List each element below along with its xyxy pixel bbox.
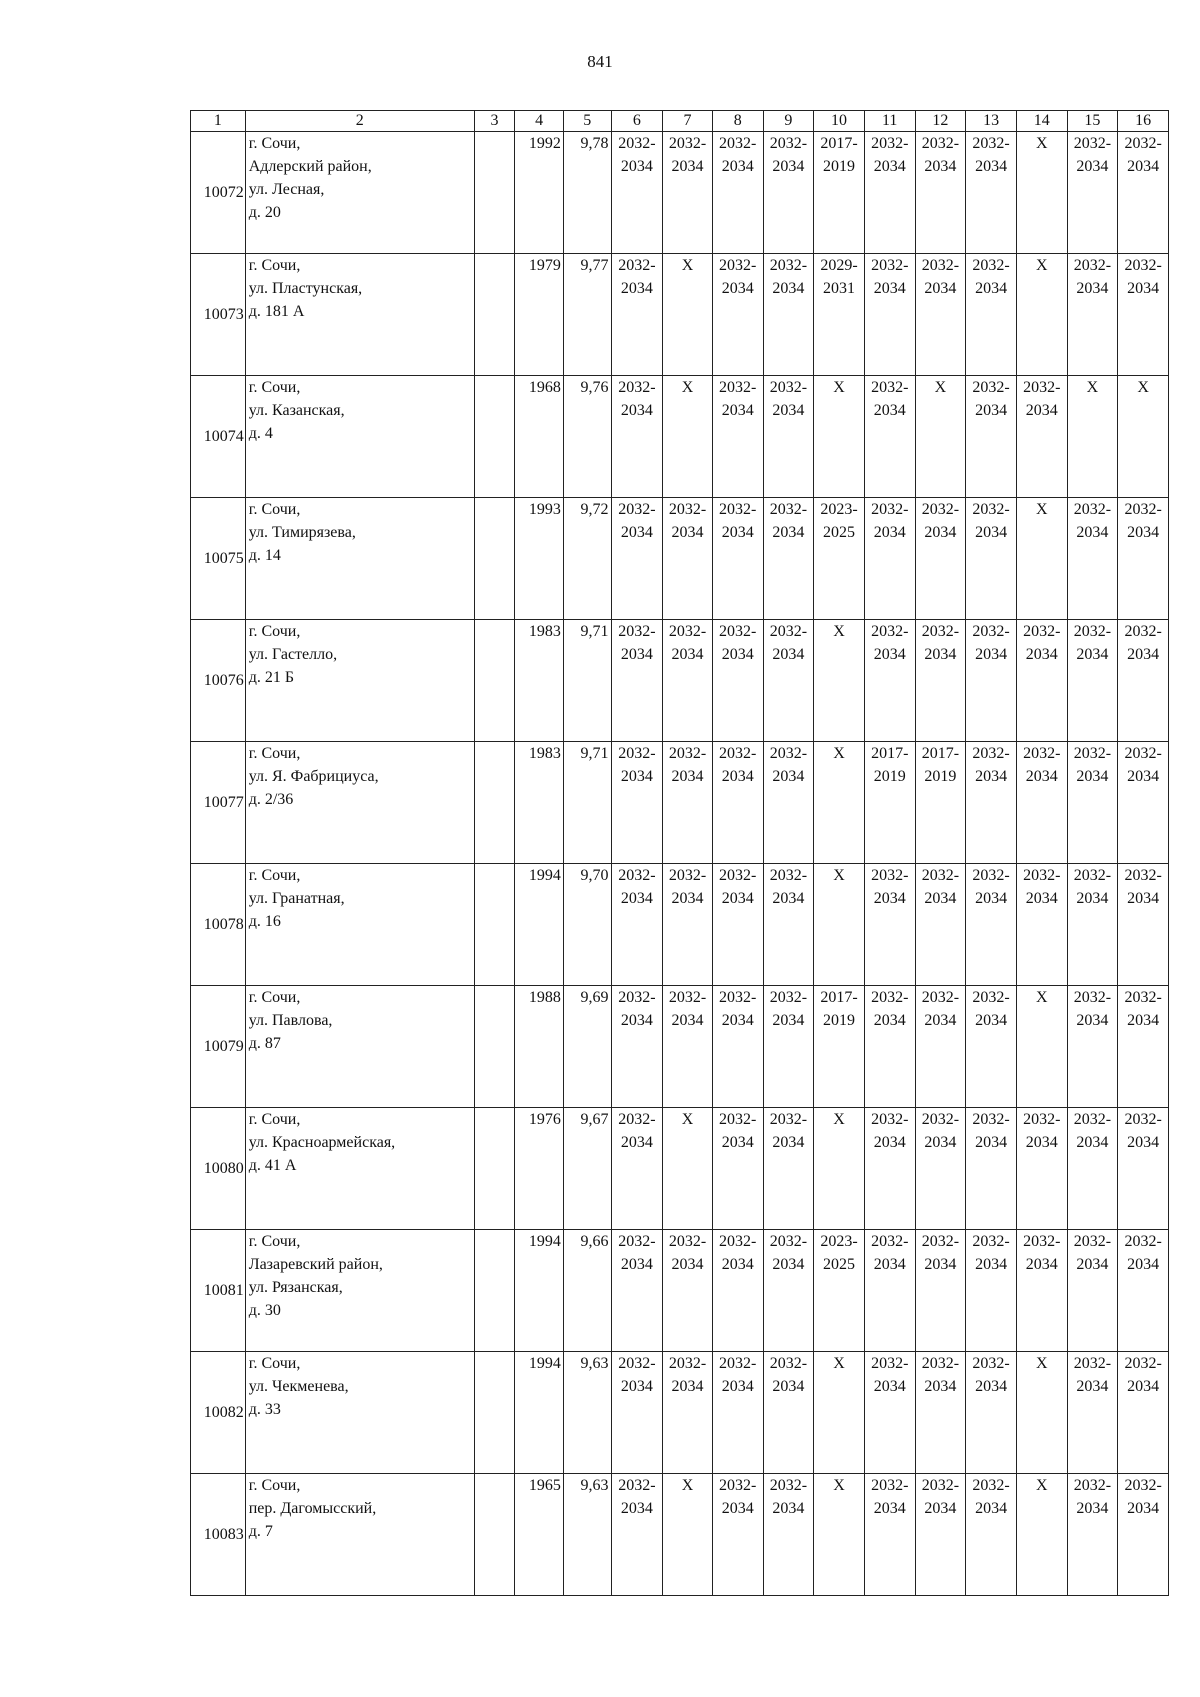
period-cell: 2032- 2034 xyxy=(1067,620,1118,742)
table-row xyxy=(191,498,1169,620)
address-line: ул. Гастелло, xyxy=(248,646,338,663)
row-id: 10079 xyxy=(191,986,246,1108)
index-cell: 9,71 xyxy=(563,742,611,864)
address-line: Адлерский район, xyxy=(248,158,372,175)
column-header: 16 xyxy=(1118,111,1169,132)
address-line: д. 20 xyxy=(248,204,281,221)
table-row xyxy=(191,864,1169,986)
period-cell: Х xyxy=(1067,376,1118,498)
period-cell: 2032- 2034 xyxy=(611,498,663,620)
period-cell: 2032- 2034 xyxy=(712,1108,763,1230)
column-header: 10 xyxy=(814,111,865,132)
period-cell: 2032- 2034 xyxy=(1067,864,1118,986)
year-cell: 1968 xyxy=(515,376,564,498)
address-cell xyxy=(245,1108,474,1230)
period-cell: 2032- 2034 xyxy=(663,498,713,620)
period-cell: 2032- 2034 xyxy=(864,1108,915,1230)
period-cell: 2032- 2034 xyxy=(864,620,915,742)
period-cell: Х xyxy=(1016,1474,1067,1596)
period-cell: 2032- 2034 xyxy=(1016,376,1067,498)
address-line: г. Сочи, xyxy=(248,1111,301,1128)
column-header: 5 xyxy=(563,111,611,132)
period-cell: 2032- 2034 xyxy=(966,1352,1017,1474)
period-cell: Х xyxy=(915,376,966,498)
period-cell: Х xyxy=(1118,376,1169,498)
period-cell: 2032- 2034 xyxy=(663,986,713,1108)
index-cell: 9,63 xyxy=(563,1474,611,1596)
period-cell: 2032- 2034 xyxy=(663,1352,713,1474)
period-cell: 2032- 2034 xyxy=(1067,132,1118,254)
address-line: ул. Я. Фабрициуса, xyxy=(248,768,379,785)
period-cell: 2032- 2034 xyxy=(966,620,1017,742)
period-cell: 2032- 2034 xyxy=(915,620,966,742)
year-cell: 1965 xyxy=(515,1474,564,1596)
period-cell: Х xyxy=(814,1108,865,1230)
period-cell: 2032- 2034 xyxy=(611,1474,663,1596)
table-row xyxy=(191,1108,1169,1230)
period-cell: 2032- 2034 xyxy=(966,1108,1017,1230)
period-cell: 2032- 2034 xyxy=(663,864,713,986)
period-cell: 2032- 2034 xyxy=(1016,620,1067,742)
address-line: г. Сочи, xyxy=(248,1355,301,1372)
period-cell: 2032- 2034 xyxy=(712,376,763,498)
row-id: 10083 xyxy=(191,1474,246,1596)
period-cell: 2032- 2034 xyxy=(966,986,1017,1108)
period-cell: 2032- 2034 xyxy=(712,498,763,620)
period-cell: 2032- 2034 xyxy=(611,132,663,254)
period-cell: 2032- 2034 xyxy=(712,132,763,254)
period-cell: 2032- 2034 xyxy=(864,132,915,254)
address-line: ул. Павлова, xyxy=(248,1012,333,1029)
column-header: 13 xyxy=(966,111,1017,132)
address-line: г. Сочи, xyxy=(248,1477,301,1494)
empty-cell xyxy=(474,498,515,620)
row-id: 10082 xyxy=(191,1352,246,1474)
period-cell: 2032- 2034 xyxy=(611,1230,663,1352)
period-cell: 2023- 2025 xyxy=(814,498,865,620)
period-cell: 2032- 2034 xyxy=(611,376,663,498)
period-cell: 2032- 2034 xyxy=(712,620,763,742)
empty-cell xyxy=(474,864,515,986)
period-cell: Х xyxy=(1016,254,1067,376)
address-line: д. 181 А xyxy=(248,303,305,320)
period-cell: 2017- 2019 xyxy=(864,742,915,864)
table-row xyxy=(191,742,1169,864)
row-id: 10077 xyxy=(191,742,246,864)
address-line: ул. Чекменева, xyxy=(248,1378,349,1395)
period-cell: 2032- 2034 xyxy=(864,1352,915,1474)
address-line: ул. Лесная, xyxy=(248,181,325,198)
column-header: 11 xyxy=(864,111,915,132)
period-cell: Х xyxy=(663,254,713,376)
period-cell: 2032- 2034 xyxy=(763,864,814,986)
period-cell: 2032- 2034 xyxy=(611,986,663,1108)
year-cell: 1994 xyxy=(515,1230,564,1352)
index-cell: 9,69 xyxy=(563,986,611,1108)
period-cell: 2032- 2034 xyxy=(915,498,966,620)
address-line: г. Сочи, xyxy=(248,745,301,762)
column-header: 4 xyxy=(515,111,564,132)
period-cell: Х xyxy=(1016,1352,1067,1474)
address-line: ул. Пластунская, xyxy=(248,280,363,297)
period-cell: 2029- 2031 xyxy=(814,254,865,376)
index-cell: 9,77 xyxy=(563,254,611,376)
table-body xyxy=(191,111,1169,1596)
address-cell xyxy=(245,376,474,498)
address-line: Лазаревский район, xyxy=(248,1256,383,1273)
index-cell: 9,67 xyxy=(563,1108,611,1230)
index-cell: 9,63 xyxy=(563,1352,611,1474)
period-cell: 2032- 2034 xyxy=(966,1230,1017,1352)
period-cell: 2032- 2034 xyxy=(966,1474,1017,1596)
row-id: 10075 xyxy=(191,498,246,620)
empty-cell xyxy=(474,254,515,376)
address-cell xyxy=(245,1230,474,1352)
address-cell xyxy=(245,1474,474,1596)
address-cell xyxy=(245,254,474,376)
address-cell xyxy=(245,986,474,1108)
column-header: 12 xyxy=(915,111,966,132)
period-cell: 2032- 2034 xyxy=(763,498,814,620)
table-row xyxy=(191,620,1169,742)
column-header: 6 xyxy=(611,111,663,132)
period-cell: 2032- 2034 xyxy=(1118,986,1169,1108)
column-header: 3 xyxy=(474,111,515,132)
period-cell: 2032- 2034 xyxy=(763,620,814,742)
empty-cell xyxy=(474,986,515,1108)
period-cell: 2032- 2034 xyxy=(611,1352,663,1474)
period-cell: 2032- 2034 xyxy=(1118,132,1169,254)
period-cell: 2032- 2034 xyxy=(1067,1108,1118,1230)
header-row xyxy=(191,111,1169,132)
period-cell: Х xyxy=(814,1474,865,1596)
year-cell: 1993 xyxy=(515,498,564,620)
period-cell: 2017- 2019 xyxy=(814,986,865,1108)
period-cell: 2032- 2034 xyxy=(712,1474,763,1596)
period-cell: Х xyxy=(814,742,865,864)
period-cell: 2032- 2034 xyxy=(966,864,1017,986)
table-row xyxy=(191,254,1169,376)
period-cell: 2032- 2034 xyxy=(763,132,814,254)
period-cell: 2032- 2034 xyxy=(966,132,1017,254)
period-cell: 2032- 2034 xyxy=(611,620,663,742)
period-cell: 2032- 2034 xyxy=(915,1230,966,1352)
period-cell: 2032- 2034 xyxy=(611,742,663,864)
year-cell: 1979 xyxy=(515,254,564,376)
address-line: д. 4 xyxy=(248,425,273,442)
period-cell: Х xyxy=(1016,498,1067,620)
period-cell: 2032- 2034 xyxy=(915,1108,966,1230)
period-cell: 2032- 2034 xyxy=(915,986,966,1108)
period-cell: 2032- 2034 xyxy=(663,132,713,254)
address-line: д. 16 xyxy=(248,913,281,930)
column-header: 7 xyxy=(663,111,713,132)
period-cell: 2032- 2034 xyxy=(763,1108,814,1230)
period-cell: 2032- 2034 xyxy=(663,1230,713,1352)
period-cell: 2032- 2034 xyxy=(1067,1352,1118,1474)
period-cell: Х xyxy=(663,1474,713,1596)
period-cell: 2032- 2034 xyxy=(864,254,915,376)
column-header: 9 xyxy=(763,111,814,132)
address-line: д. 2/36 xyxy=(248,791,294,808)
period-cell: 2032- 2034 xyxy=(1118,498,1169,620)
period-cell: 2032- 2034 xyxy=(712,864,763,986)
address-line: д. 87 xyxy=(248,1035,281,1052)
address-line: ул. Казанская, xyxy=(248,402,345,419)
period-cell: 2032- 2034 xyxy=(1016,1230,1067,1352)
period-cell: Х xyxy=(814,620,865,742)
period-cell: 2032- 2034 xyxy=(1016,1108,1067,1230)
address-cell xyxy=(245,620,474,742)
address-line: г. Сочи, xyxy=(248,623,301,640)
index-cell: 9,76 xyxy=(563,376,611,498)
period-cell: 2032- 2034 xyxy=(1016,864,1067,986)
period-cell: 2032- 2034 xyxy=(712,1230,763,1352)
period-cell: 2032- 2034 xyxy=(763,1230,814,1352)
address-line: г. Сочи, xyxy=(248,1233,301,1250)
period-cell: 2032- 2034 xyxy=(864,864,915,986)
period-cell: 2032- 2034 xyxy=(763,986,814,1108)
period-cell: 2032- 2034 xyxy=(763,1474,814,1596)
period-cell: 2032- 2034 xyxy=(864,1474,915,1596)
address-line: г. Сочи, xyxy=(248,257,301,274)
period-cell: 2032- 2034 xyxy=(1118,742,1169,864)
period-cell: 2032- 2034 xyxy=(712,1352,763,1474)
period-cell: 2032- 2034 xyxy=(1067,986,1118,1108)
address-line: д. 41 А xyxy=(248,1157,297,1174)
period-cell: 2032- 2034 xyxy=(663,742,713,864)
empty-cell xyxy=(474,620,515,742)
period-cell: 2032- 2034 xyxy=(864,376,915,498)
column-header: 1 xyxy=(191,111,246,132)
period-cell: 2032- 2034 xyxy=(1118,254,1169,376)
period-cell: 2032- 2034 xyxy=(1118,1352,1169,1474)
table-row xyxy=(191,986,1169,1108)
period-cell: 2032- 2034 xyxy=(763,1352,814,1474)
address-line: г. Сочи, xyxy=(248,989,301,1006)
period-cell: Х xyxy=(814,864,865,986)
period-cell: Х xyxy=(1016,986,1067,1108)
address-line: д. 30 xyxy=(248,1302,281,1319)
address-cell xyxy=(245,864,474,986)
empty-cell xyxy=(474,132,515,254)
period-cell: Х xyxy=(814,1352,865,1474)
year-cell: 1983 xyxy=(515,620,564,742)
address-line: г. Сочи, xyxy=(248,501,301,518)
year-cell: 1988 xyxy=(515,986,564,1108)
period-cell: 2032- 2034 xyxy=(611,1108,663,1230)
period-cell: 2032- 2034 xyxy=(1067,742,1118,864)
period-cell: 2032- 2034 xyxy=(966,254,1017,376)
address-line: ул. Красноармейская, xyxy=(248,1134,396,1151)
period-cell: 2032- 2034 xyxy=(864,1230,915,1352)
period-cell: 2032- 2034 xyxy=(611,254,663,376)
period-cell: 2032- 2034 xyxy=(1118,1474,1169,1596)
period-cell: Х xyxy=(1016,132,1067,254)
period-cell: 2032- 2034 xyxy=(1067,254,1118,376)
address-line: г. Сочи, xyxy=(248,135,301,152)
period-cell: 2032- 2034 xyxy=(712,742,763,864)
empty-cell xyxy=(474,742,515,864)
row-id: 10081 xyxy=(191,1230,246,1352)
period-cell: 2032- 2034 xyxy=(1067,1230,1118,1352)
period-cell: 2032- 2034 xyxy=(966,742,1017,864)
address-cell xyxy=(245,132,474,254)
year-cell: 1976 xyxy=(515,1108,564,1230)
page-number: 841 xyxy=(587,52,613,71)
row-id: 10072 xyxy=(191,132,246,254)
period-cell: 2032- 2034 xyxy=(763,742,814,864)
index-cell: 9,78 xyxy=(563,132,611,254)
table-row xyxy=(191,376,1169,498)
period-cell: 2032- 2034 xyxy=(915,132,966,254)
period-cell: Х xyxy=(663,376,713,498)
address-line: ул. Гранатная, xyxy=(248,890,345,907)
address-line: пер. Дагомысский, xyxy=(248,1500,377,1517)
period-cell: Х xyxy=(663,1108,713,1230)
column-header: 2 xyxy=(245,111,474,132)
row-id: 10073 xyxy=(191,254,246,376)
period-cell: 2032- 2034 xyxy=(966,498,1017,620)
row-id: 10076 xyxy=(191,620,246,742)
address-line: д. 21 Б xyxy=(248,669,295,686)
address-line: д. 14 xyxy=(248,547,281,564)
address-cell xyxy=(245,498,474,620)
register-table xyxy=(190,110,1169,1596)
table-row xyxy=(191,1474,1169,1596)
empty-cell xyxy=(474,1230,515,1352)
address-cell xyxy=(245,1352,474,1474)
address-line: г. Сочи, xyxy=(248,867,301,884)
empty-cell xyxy=(474,376,515,498)
index-cell: 9,66 xyxy=(563,1230,611,1352)
period-cell: 2032- 2034 xyxy=(763,254,814,376)
row-id: 10078 xyxy=(191,864,246,986)
year-cell: 1994 xyxy=(515,1352,564,1474)
address-line: г. Сочи, xyxy=(248,379,301,396)
period-cell: 2032- 2034 xyxy=(712,986,763,1108)
period-cell: Х xyxy=(814,376,865,498)
index-cell: 9,71 xyxy=(563,620,611,742)
period-cell: 2032- 2034 xyxy=(1067,1474,1118,1596)
period-cell: 2032- 2034 xyxy=(1118,620,1169,742)
period-cell: 2032- 2034 xyxy=(915,864,966,986)
period-cell: 2017- 2019 xyxy=(915,742,966,864)
table-row xyxy=(191,1352,1169,1474)
period-cell: 2032- 2034 xyxy=(712,254,763,376)
index-cell: 9,70 xyxy=(563,864,611,986)
period-cell: 2017- 2019 xyxy=(814,132,865,254)
table-row xyxy=(191,132,1169,254)
address-line: ул. Рязанская, xyxy=(248,1279,343,1296)
index-cell: 9,72 xyxy=(563,498,611,620)
period-cell: 2032- 2034 xyxy=(864,498,915,620)
address-cell xyxy=(245,742,474,864)
period-cell: 2032- 2034 xyxy=(1118,1230,1169,1352)
address-line: ул. Тимирязева, xyxy=(248,524,356,541)
address-line: д. 7 xyxy=(248,1523,273,1540)
period-cell: 2032- 2034 xyxy=(1118,864,1169,986)
empty-cell xyxy=(474,1474,515,1596)
column-header: 8 xyxy=(712,111,763,132)
table-row xyxy=(191,1230,1169,1352)
period-cell: 2032- 2034 xyxy=(966,376,1017,498)
row-id: 10080 xyxy=(191,1108,246,1230)
row-id: 10074 xyxy=(191,376,246,498)
column-header: 14 xyxy=(1016,111,1067,132)
period-cell: 2032- 2034 xyxy=(1067,498,1118,620)
period-cell: 2032- 2034 xyxy=(915,254,966,376)
period-cell: 2023- 2025 xyxy=(814,1230,865,1352)
period-cell: 2032- 2034 xyxy=(1118,1108,1169,1230)
address-line: д. 33 xyxy=(248,1401,281,1418)
column-header: 15 xyxy=(1067,111,1118,132)
year-cell: 1983 xyxy=(515,742,564,864)
year-cell: 1994 xyxy=(515,864,564,986)
period-cell: 2032- 2034 xyxy=(915,1352,966,1474)
year-cell: 1992 xyxy=(515,132,564,254)
period-cell: 2032- 2034 xyxy=(864,986,915,1108)
empty-cell xyxy=(474,1352,515,1474)
period-cell: 2032- 2034 xyxy=(611,864,663,986)
period-cell: 2032- 2034 xyxy=(1016,742,1067,864)
empty-cell xyxy=(474,1108,515,1230)
period-cell: 2032- 2034 xyxy=(763,376,814,498)
period-cell: 2032- 2034 xyxy=(663,620,713,742)
period-cell: 2032- 2034 xyxy=(915,1474,966,1596)
